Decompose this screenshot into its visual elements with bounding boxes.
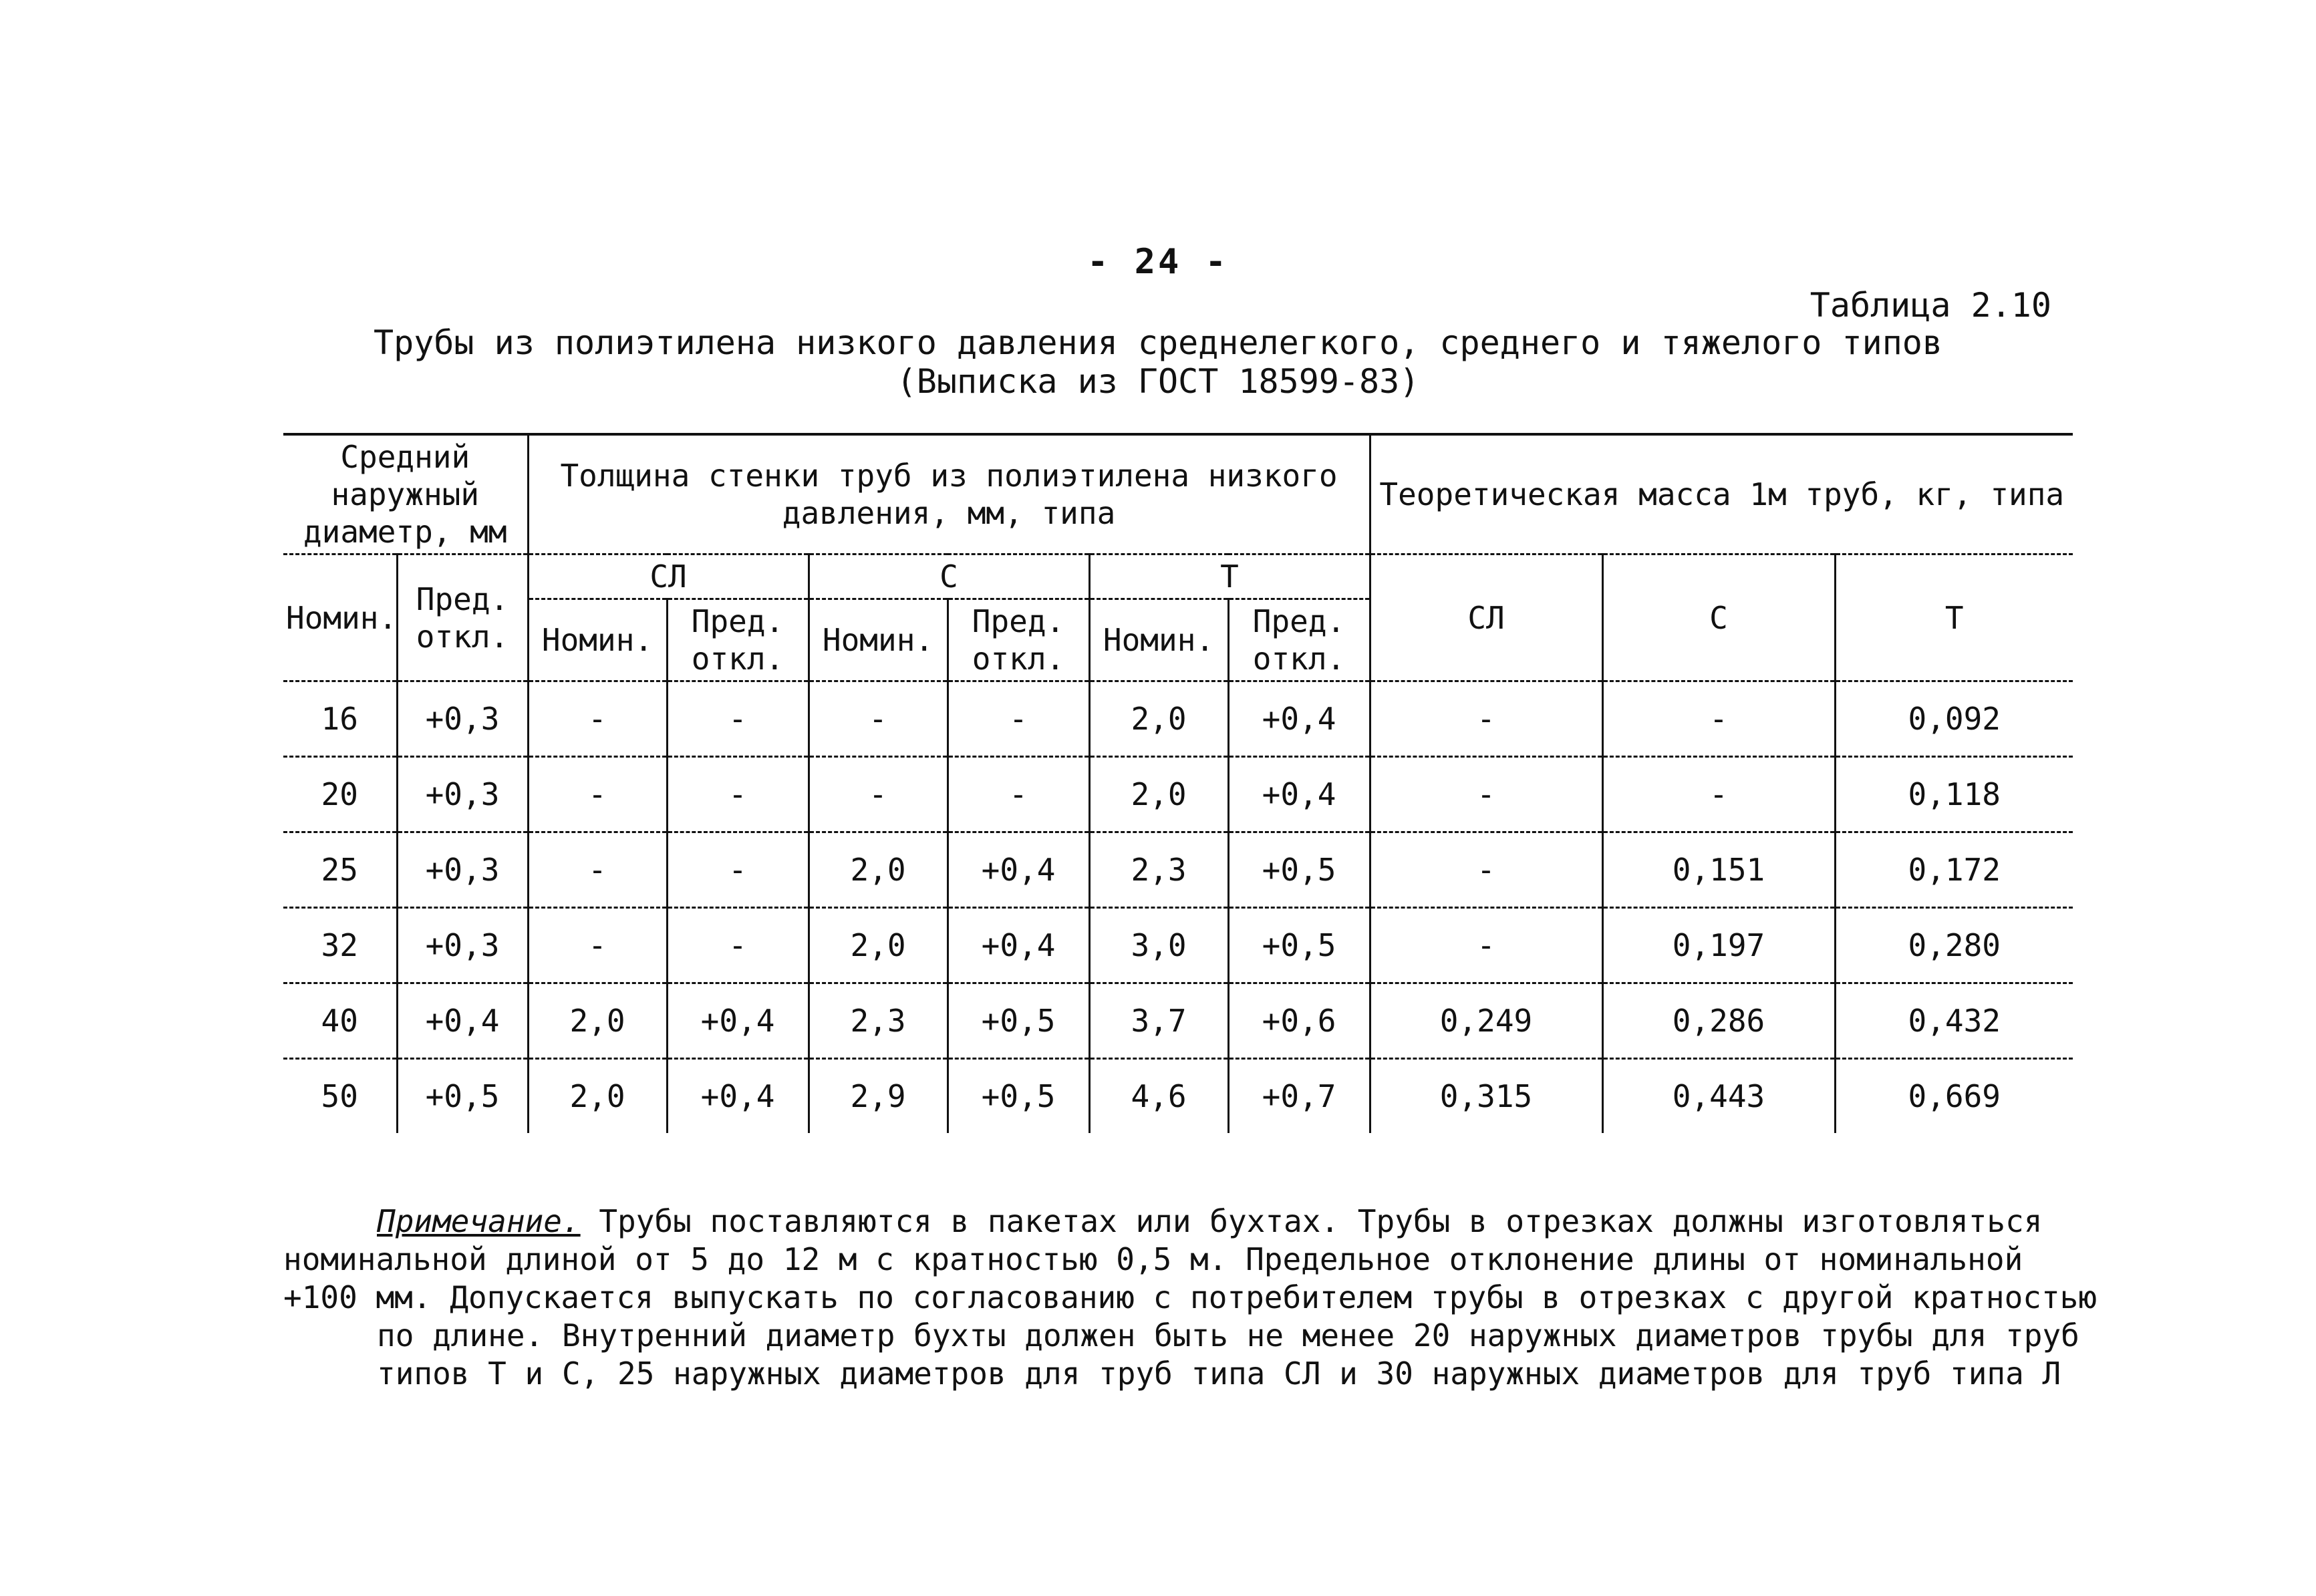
cell-t-pred: +0,7 [1228,1059,1370,1134]
cell-diameter: 20 [283,757,397,832]
cell-mass-s: 0,197 [1602,908,1835,983]
cell-t-pred: +0,5 [1228,908,1370,983]
cell-mass-sl: - [1370,908,1602,983]
cell-mass-s: 0,286 [1602,983,1835,1059]
cell-t-pred: +0,4 [1228,681,1370,757]
cell-mass-s: - [1602,681,1835,757]
cell-diameter-dev: +0,4 [397,983,528,1059]
cell-mass-sl: - [1370,681,1602,757]
cell-sl-pred: - [667,832,809,908]
header-sl-nomin: Номин. [528,599,667,681]
header-wall-thickness: Толщина стенки труб из полиэтилена низкого давления, мм, типа [528,434,1370,554]
cell-t-pred: +0,4 [1228,757,1370,832]
cell-diameter-dev: +0,3 [397,832,528,908]
note-text: +100 мм. Допускается выпускать по согласованию с потребителем трубы в отрезках с другой кратностью [283,1279,2097,1315]
cell-sl-pred: - [667,681,809,757]
header-diameter: Средний наружный диаметр, мм [283,434,528,554]
cell-diameter: 32 [283,908,397,983]
cell-mass-sl: 0,315 [1370,1059,1602,1134]
cell-sl-pred: - [667,908,809,983]
cell-s-nomin: 2,3 [809,983,948,1059]
table-title [0,323,2316,401]
cell-s-pred: +0,5 [948,1059,1089,1134]
note-label: Примечание. [377,1203,581,1239]
cell-mass-t: 0,092 [1835,681,2073,757]
cell-diameter: 16 [283,681,397,757]
cell-s-nomin: - [809,681,948,757]
table-row [283,983,2073,1059]
cell-t-nomin: 2,3 [1089,832,1228,908]
cell-diameter-dev: +0,3 [397,908,528,983]
pipe-data-table [283,433,2073,1133]
header-sl-pred: Пред. откл. [667,599,809,681]
cell-t-pred: +0,6 [1228,983,1370,1059]
cell-mass-t: 0,432 [1835,983,2073,1059]
table-row [283,1059,2073,1134]
cell-s-pred: - [948,681,1089,757]
cell-sl-nomin: - [528,908,667,983]
cell-s-nomin: - [809,757,948,832]
header-mass: Теоретическая масса 1м труб, кг, типа [1370,434,2073,554]
cell-mass-t: 0,280 [1835,908,2073,983]
cell-sl-nomin: - [528,757,667,832]
cell-mass-sl: 0,249 [1370,983,1602,1059]
cell-s-pred: +0,5 [948,983,1089,1059]
cell-sl-nomin: - [528,832,667,908]
table-row [283,757,2073,832]
cell-sl-pred: +0,4 [667,1059,809,1134]
cell-mass-t: 0,669 [1835,1059,2073,1134]
header-wall-type-s: С [809,554,1089,599]
cell-t-nomin: 2,0 [1089,757,1228,832]
cell-mass-s: - [1602,757,1835,832]
note-text: по длине. Внутренний диаметр бухты должен быть не менее 20 наружных диаметров трубы для труб [377,1317,2079,1353]
table-row [283,908,2073,983]
table-note [283,1203,2097,1393]
header-mass-type-sl: СЛ [1370,554,1602,681]
cell-mass-s: 0,151 [1602,832,1835,908]
table-row [283,832,2073,908]
note-text: номинальной длиной от 5 до 12 м с кратностью 0,5 м. Предельное отклонение длины от номинальной [283,1241,2023,1277]
header-mass-type-s: С [1602,554,1835,681]
header-s-pred: Пред. откл. [948,599,1089,681]
cell-t-nomin: 3,0 [1089,908,1228,983]
header-diameter-pred: Пред. откл. [397,554,528,681]
cell-mass-s: 0,443 [1602,1059,1835,1134]
cell-diameter-dev: +0,3 [397,681,528,757]
cell-s-nomin: 2,9 [809,1059,948,1134]
cell-s-pred: - [948,757,1089,832]
cell-diameter: 50 [321,1078,358,1114]
cell-diameter-dev: +0,5 [397,1059,528,1134]
cell-s-pred: +0,4 [948,908,1089,983]
header-wall-type-t: Т [1089,554,1370,599]
header-t-nomin: Номин. [1089,599,1228,681]
cell-s-pred: +0,4 [948,832,1089,908]
cell-t-nomin: 2,0 [1089,681,1228,757]
table-label: Таблица 2.10 [1810,286,2051,325]
cell-sl-pred: - [667,757,809,832]
cell-diameter: 25 [283,832,397,908]
cell-s-nomin: 2,0 [809,908,948,983]
table-row [283,681,2073,757]
cell-diameter: 40 [283,983,397,1059]
header-s-nomin: Номин. [809,599,948,681]
header-t-pred: Пред. откл. [1228,599,1370,681]
table-subtitle: (Выписка из ГОСТ 18599-83) [896,362,1420,401]
table-title-line: Трубы из полиэтилена низкого давления среднелегкого, среднего и тяжелого типов [374,323,1942,362]
cell-mass-t: 0,118 [1835,757,2073,832]
note-text: типов Т и С, 25 наружных диаметров для труб типа СЛ и 30 наружных диаметров для труб типа Л [377,1355,2061,1392]
cell-sl-pred: +0,4 [667,983,809,1059]
cell-mass-sl: - [1370,832,1602,908]
cell-diameter-dev: +0,3 [397,757,528,832]
cell-t-pred: +0,5 [1228,832,1370,908]
page-number: - 24 - [1087,242,1229,282]
header-diameter-nomin: Номин. [283,554,397,681]
cell-sl-nomin: - [528,681,667,757]
cell-mass-sl: - [1370,757,1602,832]
cell-sl-nomin: 2,0 [528,983,667,1059]
header-wall-type-sl: СЛ [528,554,809,599]
header-mass-type-t: Т [1835,554,2073,681]
cell-t-nomin: 3,7 [1089,983,1228,1059]
cell-s-nomin: 2,0 [809,832,948,908]
note-text: Трубы поставляются в пакетах или бухтах. Трубы в отрезках должны изготовляться [580,1203,2043,1239]
cell-t-nomin: 4,6 [1089,1059,1228,1134]
cell-mass-t: 0,172 [1835,832,2073,908]
cell-sl-nomin: 2,0 [528,1059,667,1134]
